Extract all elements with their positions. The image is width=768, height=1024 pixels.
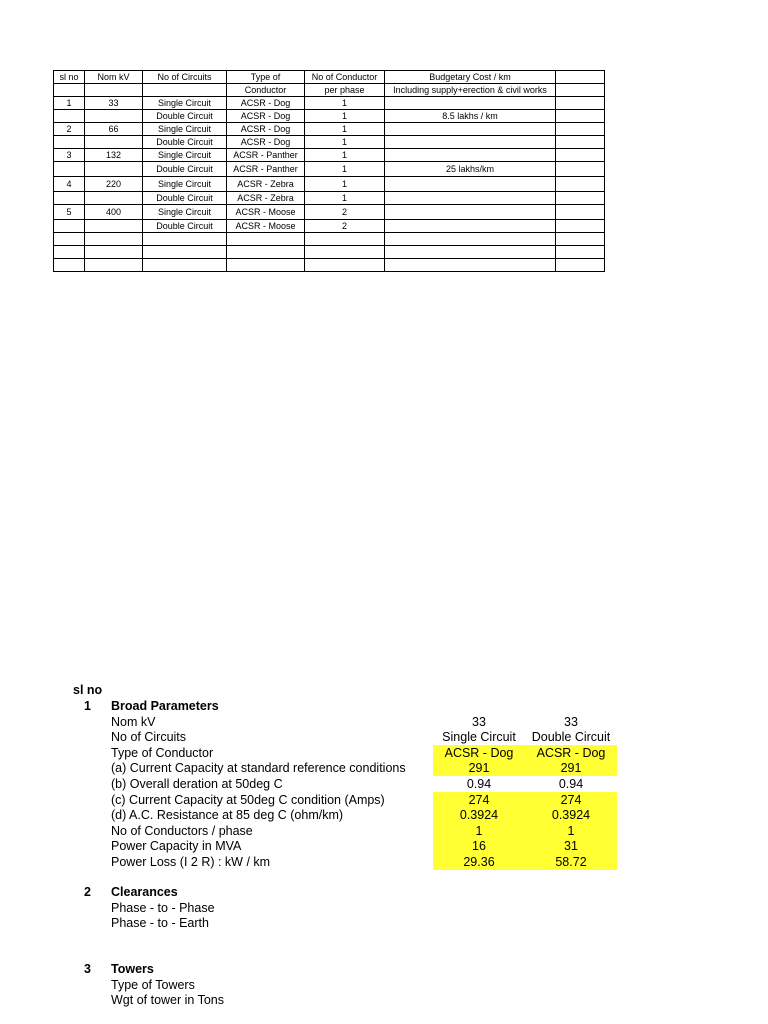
header-cell: sl no	[54, 71, 85, 84]
table-cell: Single Circuit	[143, 177, 227, 192]
parameter-label: Power Capacity in MVA	[111, 839, 242, 854]
table-cell	[85, 220, 143, 233]
table-cell: ACSR - Dog	[227, 110, 305, 123]
table-row	[54, 123, 605, 136]
double-circuit-value: Double Circuit	[531, 730, 611, 745]
header-cell	[54, 84, 85, 97]
parameter-label: Type of Towers	[111, 977, 195, 992]
table-cell: 66	[85, 123, 143, 136]
table-cell	[54, 259, 85, 272]
table-row	[54, 177, 605, 192]
parameter-label: (c) Current Capacity at 50deg C condition (Amps)	[111, 792, 385, 807]
double-circuit-value: 274	[560, 792, 582, 807]
table-cell	[385, 97, 556, 110]
table-cell: ACSR - Dog	[227, 97, 305, 110]
table-cell	[143, 233, 227, 246]
double-circuit-value: 291	[560, 761, 582, 776]
table-cell	[85, 233, 143, 246]
parameter-label: No of Conductors / phase	[111, 823, 253, 838]
double-circuit-value: 0.94	[558, 777, 584, 791]
table-cell	[227, 246, 305, 259]
single-circuit-value: ACSR - Dog	[444, 745, 514, 760]
table-cell	[556, 123, 605, 136]
table-row	[54, 205, 605, 220]
table-cell: ACSR - Zebra	[227, 177, 305, 192]
double-circuit-value: 0.3924	[551, 808, 591, 823]
header-cell	[85, 84, 143, 97]
table-cell: 1	[305, 97, 385, 110]
parameter-label: (b) Overall deration at 50deg C	[111, 777, 283, 791]
table-cell	[54, 110, 85, 123]
double-circuit-value: 33	[564, 714, 578, 729]
table-cell: Single Circuit	[143, 149, 227, 162]
section-number: 1	[84, 699, 91, 713]
header-cell: No of Circuits	[143, 71, 227, 84]
table-cell	[54, 136, 85, 149]
table-cell: 25 lakhs/km	[385, 162, 556, 177]
table-cell: 2	[305, 205, 385, 220]
table-cell	[385, 149, 556, 162]
table-cell	[54, 233, 85, 246]
table-cell: ACSR - Panther	[227, 162, 305, 177]
table-cell	[385, 123, 556, 136]
table-cell: 2	[305, 220, 385, 233]
table-cell: Double Circuit	[143, 136, 227, 149]
table-cell: ACSR - Dog	[227, 136, 305, 149]
header-cell	[556, 71, 605, 84]
table-cell	[556, 136, 605, 149]
table-cell	[85, 192, 143, 205]
parameter-label: Phase - to - Phase	[111, 900, 215, 915]
table-cell: 33	[85, 97, 143, 110]
table-cell	[85, 110, 143, 123]
single-circuit-value: 29.36	[463, 855, 495, 869]
double-circuit-value: 58.72	[555, 855, 587, 869]
table-cell: 220	[85, 177, 143, 192]
table-cell: 400	[85, 205, 143, 220]
header-cell: per phase	[305, 84, 385, 97]
table-row	[54, 149, 605, 162]
table-cell: ACSR - Moose	[227, 220, 305, 233]
single-circuit-value: 0.94	[466, 777, 492, 791]
table-cell: Double Circuit	[143, 192, 227, 205]
table-cell: ACSR - Panther	[227, 149, 305, 162]
table-header-row	[54, 71, 605, 84]
table-row	[54, 162, 605, 177]
table-cell	[85, 136, 143, 149]
table-cell	[556, 162, 605, 177]
table-cell: 1	[305, 162, 385, 177]
table-row	[54, 246, 605, 259]
table-cell	[385, 192, 556, 205]
single-circuit-value: 291	[468, 761, 490, 776]
parameter-label: (a) Current Capacity at standard reference conditions	[111, 761, 406, 776]
table-cell: 132	[85, 149, 143, 162]
table-cell: 1	[305, 136, 385, 149]
table-row	[54, 192, 605, 205]
section-number: 3	[84, 962, 91, 976]
double-circuit-value: 1	[567, 823, 575, 838]
table-row	[54, 259, 605, 272]
table-cell: Single Circuit	[143, 123, 227, 136]
table-cell: 8.5 lakhs / km	[385, 110, 556, 123]
single-circuit-value: 33	[472, 714, 486, 729]
section-title: Clearances	[111, 885, 178, 899]
parameter-label: (d) A.C. Resistance at 85 deg C (ohm/km)	[111, 808, 344, 823]
single-circuit-value: 16	[472, 839, 486, 854]
parameter-label: Phase - to - Earth	[111, 916, 209, 931]
table-cell: ACSR - Zebra	[227, 192, 305, 205]
single-circuit-value: 1	[475, 823, 483, 838]
table-cell	[385, 136, 556, 149]
double-circuit-value: 31	[564, 839, 578, 854]
table-header-row	[54, 84, 605, 97]
table-cell: Single Circuit	[143, 97, 227, 110]
table-cell	[556, 149, 605, 162]
table-cell	[85, 246, 143, 259]
single-circuit-value: 0.3924	[459, 808, 499, 823]
table-cell	[227, 259, 305, 272]
table-cell	[556, 177, 605, 192]
table-cell: ACSR - Dog	[227, 123, 305, 136]
header-cell: Conductor	[227, 84, 305, 97]
header-cell: No of Conductor	[305, 71, 385, 84]
table-cell	[85, 162, 143, 177]
section-title: Broad Parameters	[111, 699, 219, 713]
table-cell	[143, 246, 227, 259]
table-cell	[556, 259, 605, 272]
table-row	[54, 233, 605, 246]
table-cell	[385, 220, 556, 233]
table-cell	[556, 233, 605, 246]
table-cell: 4	[54, 177, 85, 192]
table-cell: 3	[54, 149, 85, 162]
single-circuit-value: 274	[468, 792, 490, 807]
table-row	[54, 110, 605, 123]
table-cell	[385, 259, 556, 272]
double-circuit-value: ACSR - Dog	[536, 745, 606, 760]
table-cell: Double Circuit	[143, 220, 227, 233]
parameter-label: No of Circuits	[111, 730, 187, 745]
conductor-cost-table	[53, 70, 605, 272]
table-cell	[54, 246, 85, 259]
header-cell	[143, 84, 227, 97]
table-cell	[227, 233, 305, 246]
table-cell	[385, 205, 556, 220]
table-cell	[85, 259, 143, 272]
table-cell: 1	[305, 149, 385, 162]
header-cell: Nom kV	[85, 71, 143, 84]
parameter-label: Type of Conductor	[111, 745, 214, 760]
header-cell: Including supply+erection & civil works	[385, 84, 556, 97]
table-cell	[54, 192, 85, 205]
table-cell	[556, 97, 605, 110]
table-cell: Single Circuit	[143, 205, 227, 220]
header-cell: Budgetary Cost / km	[385, 71, 556, 84]
table-cell	[305, 233, 385, 246]
header-cell	[556, 84, 605, 97]
table-cell: 1	[305, 110, 385, 123]
table-cell	[54, 162, 85, 177]
table-cell	[556, 246, 605, 259]
parameter-label: Nom kV	[111, 714, 156, 729]
table-cell	[54, 220, 85, 233]
table-cell: 1	[305, 123, 385, 136]
table-cell: ACSR - Moose	[227, 205, 305, 220]
table-cell: 1	[305, 192, 385, 205]
table-cell: 1	[54, 97, 85, 110]
table-cell	[385, 246, 556, 259]
table-cell	[143, 259, 227, 272]
table-row	[54, 97, 605, 110]
table-cell	[556, 205, 605, 220]
section-title: Towers	[111, 962, 154, 976]
table-cell	[556, 192, 605, 205]
single-circuit-value: Single Circuit	[442, 730, 516, 745]
table-row	[54, 220, 605, 233]
parameter-label: Power Loss (I 2 R) : kW / km	[111, 855, 271, 869]
table-row	[54, 136, 605, 149]
table-cell	[385, 177, 556, 192]
table-cell	[556, 220, 605, 233]
table-cell	[305, 246, 385, 259]
section-number: 2	[84, 885, 91, 899]
table-cell	[305, 259, 385, 272]
table-cell: Double Circuit	[143, 110, 227, 123]
table-cell: 2	[54, 123, 85, 136]
header-cell: Type of	[227, 71, 305, 84]
table-cell	[385, 233, 556, 246]
table-cell: Double Circuit	[143, 162, 227, 177]
sl-no-label: sl no	[73, 683, 103, 697]
table-cell: 5	[54, 205, 85, 220]
parameter-label: Wgt of tower in Tons	[111, 993, 225, 1008]
table-cell	[556, 110, 605, 123]
table-cell: 1	[305, 177, 385, 192]
